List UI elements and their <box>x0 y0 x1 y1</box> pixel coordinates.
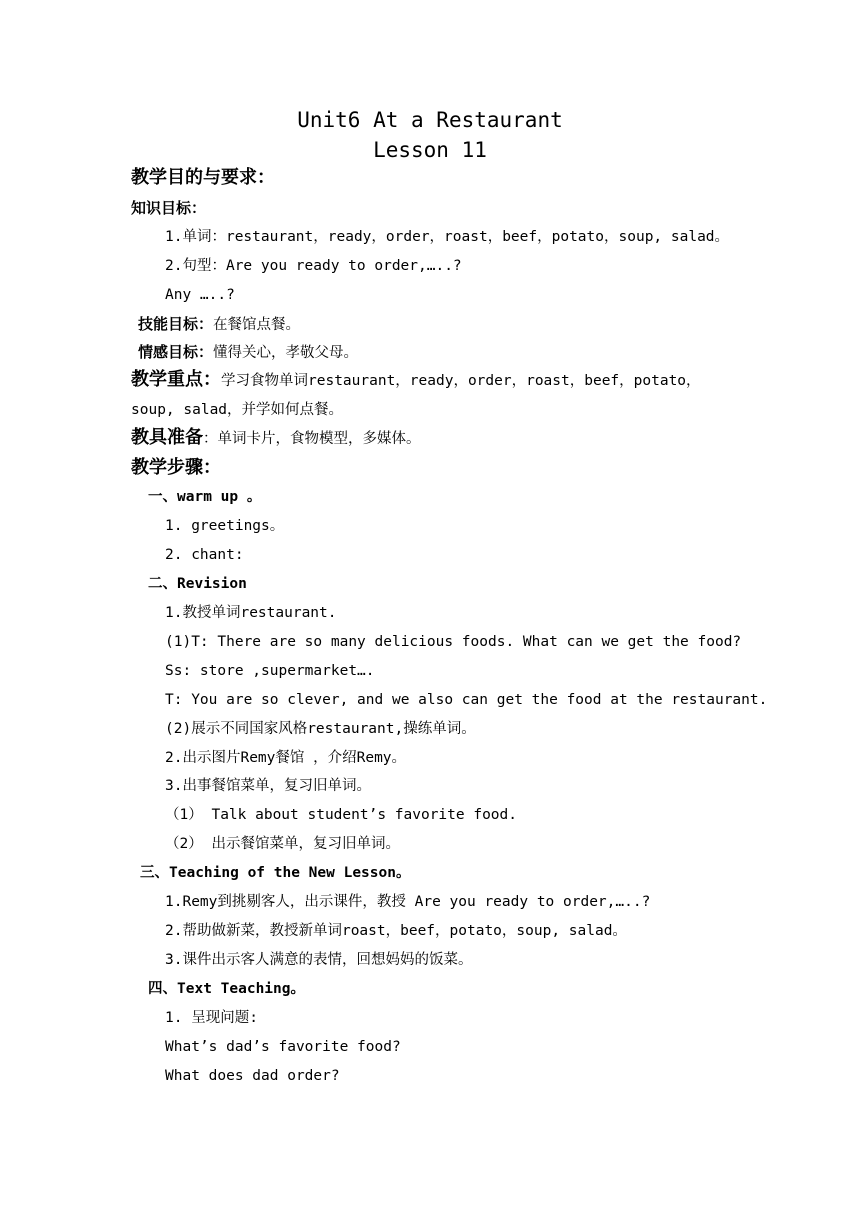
materials-line <box>131 428 421 449</box>
lesson-subtitle: Lesson 11 <box>373 138 487 162</box>
knowledge-label: 知识目标： <box>131 199 207 217</box>
step2-item: Ss: store ,supermarket…. <box>165 663 375 679</box>
step2-item: 3.出事餐馆菜单，复习旧单词。 <box>165 778 371 794</box>
skill-label: 技能目标： <box>138 315 214 333</box>
objectives-heading: 教学目的与要求： <box>131 167 275 188</box>
step2-item: （2） 出示餐馆菜单，复习旧单词。 <box>165 836 400 852</box>
key-points-text1: 学习食物单词restaurant，ready，order，roast，beef，potato， <box>221 373 701 389</box>
step2-item: (2)展示不同国家风格restaurant,操练单词。 <box>165 721 476 737</box>
step2-title: 二、Revision <box>148 576 247 592</box>
step4-item: What does dad order? <box>165 1068 340 1084</box>
step4-item: What’s dad’s favorite food? <box>165 1039 401 1055</box>
key-points-line1 <box>131 370 701 391</box>
step2-item: (1)T: There are so many delicious foods. What can we get the food? <box>165 634 742 650</box>
step1-item: 1. greetings。 <box>165 518 285 534</box>
step2-item: （1） Talk about student’s favorite food. <box>165 807 518 823</box>
step2-item: 1.教授单词restaurant. <box>165 605 337 621</box>
skill-text: 在餐馆点餐。 <box>213 317 301 333</box>
step3-title: 三、Teaching of the New Lesson。 <box>140 865 411 881</box>
materials-text: ：单词卡片，食物模型，多媒体。 <box>203 431 421 447</box>
emotion-objective <box>138 342 358 363</box>
emotion-label: 情感目标： <box>138 343 214 361</box>
emotion-text: 懂得关心，孝敬父母。 <box>213 345 359 361</box>
step2-item: 2.出示图片Remy餐馆 ，介绍Remy。 <box>165 750 407 766</box>
key-points-label: 教学重点： <box>131 369 221 390</box>
any-pattern-line: Any …..? <box>165 287 235 303</box>
step4-title: 四、Text Teaching。 <box>148 981 305 997</box>
step2-item: T: You are so clever, and we also can get the food at the restaurant. <box>165 692 768 708</box>
document-title: Unit6 At a Restaurant <box>297 108 563 132</box>
step3-item: 2.帮助做新菜，教授新单词roast，beef，potato，soup, salad。 <box>165 923 627 939</box>
skill-objective <box>138 314 300 335</box>
materials-label: 教具准备 <box>131 427 203 448</box>
step1-title: 一、warm up 。 <box>148 489 262 505</box>
steps-heading: 教学步骤： <box>131 457 221 478</box>
step3-item: 3.课件出示客人满意的表情，回想妈妈的饭菜。 <box>165 952 473 968</box>
step4-item: 1. 呈现问题: <box>165 1010 258 1026</box>
step1-item: 2. chant: <box>165 547 244 563</box>
vocabulary-line: 1.单词：restaurant，ready，order，roast，beef，potato，soup, salad。 <box>165 229 730 245</box>
sentence-pattern-line: 2.句型：Are you ready to order,…..? <box>165 258 462 274</box>
key-points-line2: soup, salad，并学如何点餐。 <box>131 402 344 418</box>
step3-item: 1.Remy到挑剔客人，出示课件，教授 Are you ready to order,…..? <box>165 894 651 910</box>
